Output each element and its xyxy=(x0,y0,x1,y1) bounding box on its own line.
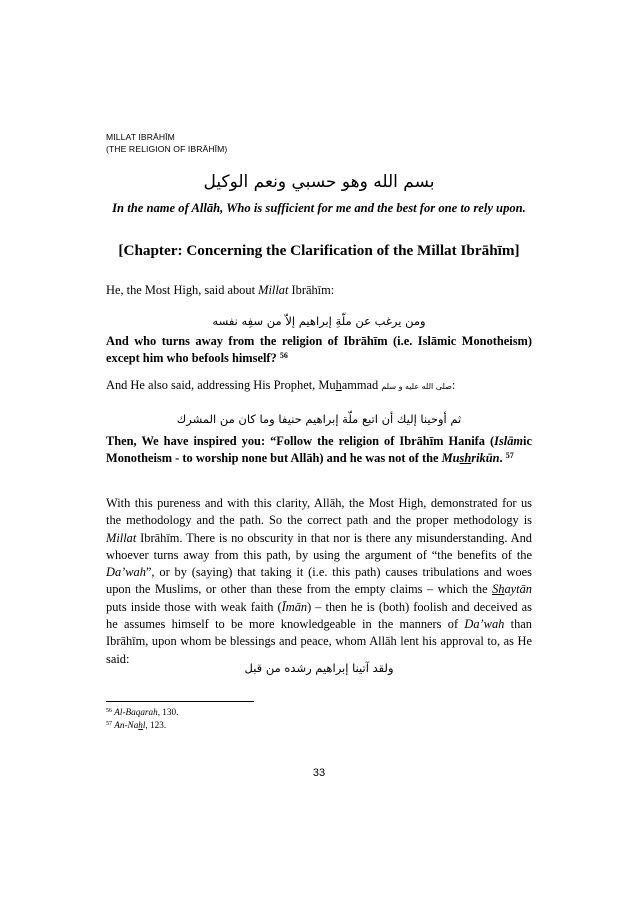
page-number: 33 xyxy=(312,767,326,779)
ayah-1-arabic: ومن يرغب عن ملّةِ إبراهيم إلاّ من سفِه نفسه xyxy=(212,314,426,328)
intro-paragraph-1 xyxy=(106,282,532,299)
text-run-italic: Millat xyxy=(106,530,137,545)
ayah-3-arabic: ولقد آتينا إبراهيم رشده من قبل xyxy=(244,661,394,675)
mushrikun-term xyxy=(442,451,500,465)
text-run: : xyxy=(451,378,456,392)
text-run: ic Monotheism - to worship none but Allāh) and he was not of the xyxy=(106,434,532,466)
footnote-divider xyxy=(106,701,254,702)
ayah-1-translation xyxy=(106,333,532,368)
text-run-italic: Da’wah xyxy=(464,617,505,632)
ayah-2-translation xyxy=(106,433,532,468)
footnote-reference: , 123. xyxy=(145,720,167,730)
text-run: Ibrāhīm: xyxy=(288,283,335,297)
text-run: Ibrāhīm. There is no obscurity in that nor is there any misunderstanding. And whoever turns away from this path, by using the argument of “the benefits of the xyxy=(106,530,532,562)
text-run-italic: Islām xyxy=(494,434,524,448)
footnote-source xyxy=(114,720,145,730)
text-run-underlined: Sh xyxy=(492,582,505,597)
text-run: l xyxy=(142,720,146,730)
text-run-italic: Da’wah xyxy=(106,565,146,580)
text-run-underlined: h xyxy=(138,720,143,730)
text-run: And He also said, addressing His Prophet, Mu xyxy=(106,378,336,392)
text-run: And who turns away from the religion of Ibrāhīm (i.e. Islāmic Monotheism) except him who befools himself? xyxy=(106,334,532,366)
body-paragraph xyxy=(106,495,532,668)
basmala-translation: In the name of Allāh, Who is sufficient for me and the best for one to rely upon. xyxy=(112,201,526,215)
running-head xyxy=(106,131,227,155)
text-run-underlined: sh xyxy=(459,451,472,466)
ayah-2-arabic: ثم أوحينا إليك أن اتبع ملّة إبراهيم حنيفا وما كان من المشرك xyxy=(176,412,462,426)
footnote-number: 57 xyxy=(106,721,112,727)
footnote-ref-56[interactable]: 56 xyxy=(279,351,288,361)
salutation-arabic: صلى الله عليه و سلم xyxy=(381,382,452,391)
footnote-reference: , 130. xyxy=(157,707,179,717)
text-run-underlined: h xyxy=(335,378,342,392)
footnote-number: 56 xyxy=(106,708,112,714)
footnote-source: Al-Baqarah xyxy=(114,707,158,717)
text-run: rikūn xyxy=(471,451,500,466)
text-run: He, the Most High, said about xyxy=(106,283,259,297)
running-head-title: MILLAT IBRĀHĪM xyxy=(106,132,175,142)
shaytan-term xyxy=(492,582,532,596)
text-run: puts inside those with weak faith ( xyxy=(106,599,282,614)
footnote-57 xyxy=(106,719,166,731)
basmala-arabic: بسم الله وهو حسبي ونعم الوكيل xyxy=(203,172,435,192)
text-run: than Ibrāhīm, upon whom be blessings and peace, whom Allāh lent his approval to, as He said: xyxy=(106,617,532,666)
text-run: aytān xyxy=(504,582,532,597)
text-run: With this pureness and with this clarity, Allāh, the Most High, demonstrated for us the methodology and the path. So the correct path and the proper methodology is xyxy=(106,496,532,528)
footnote-56 xyxy=(106,706,178,718)
footnote-ref-57[interactable]: 57 xyxy=(505,451,514,461)
text-run: An-Na xyxy=(114,720,139,730)
text-run-italic: Millat xyxy=(258,283,289,297)
chapter-heading: [Chapter: Concerning the Clarification of the Millat Ibrāhīm] xyxy=(118,242,520,259)
text-run: ”, or by (saying) that taking it (i.e. this path) causes tribulations and woes upon the Muslims, or other than these from the empty claims – which the xyxy=(106,565,532,597)
running-head-subtitle: (THE RELIGION OF IBRĀHĪM) xyxy=(106,144,228,154)
text-run-italic: Īmān xyxy=(281,599,308,614)
text-run: ammad xyxy=(341,378,382,392)
text-run: ) – then he is (both) foolish and deceived as he assumes himself to be more knowledgeable in the manners of xyxy=(106,599,532,632)
intro-paragraph-2 xyxy=(106,377,532,395)
text-run: Then, We have inspired you: “Follow the religion of Ibrāhīm Hanifa ( xyxy=(106,434,495,448)
text-run: Mu xyxy=(441,451,460,466)
text-run: . xyxy=(499,451,503,466)
